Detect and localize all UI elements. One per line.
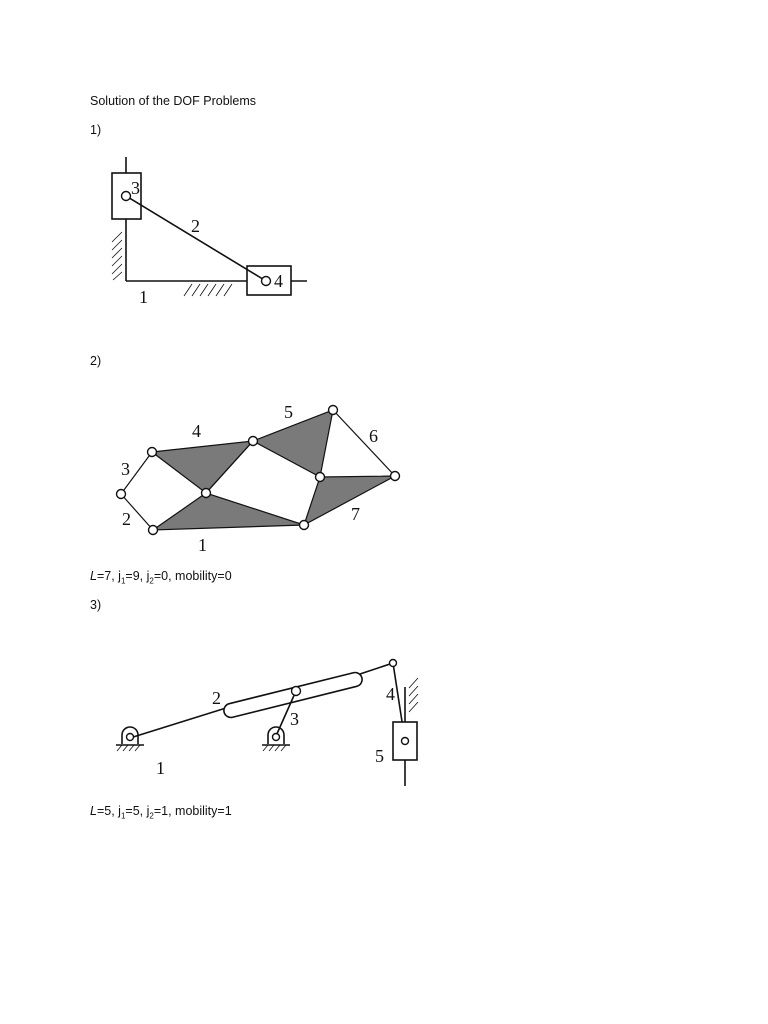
p2-label-5: 5 xyxy=(284,402,293,422)
problem-2-result: L=7, $j_1=9$, $j_2=0$, mobility=0 xyxy=(90,569,232,586)
problem-2-number: 2) xyxy=(90,354,102,368)
mechanism-2 xyxy=(117,402,400,555)
mechanism-1 xyxy=(112,157,307,307)
p2-label-6: 6 xyxy=(369,426,378,446)
problem-3-result: L=5, $j_1=5$, $j_2=1$, mobility=1 xyxy=(90,804,232,821)
p2-label-1: 1 xyxy=(198,535,207,555)
p3-label-5: 5 xyxy=(375,746,384,766)
p2-label-4: 4 xyxy=(192,421,201,441)
p1-label-1: 1 xyxy=(139,287,148,307)
p1-label-3: 3 xyxy=(131,178,140,198)
p2-label-7: 7 xyxy=(351,504,360,524)
p3-label-2: 2 xyxy=(212,688,221,708)
problem-3-number: 3) xyxy=(90,598,102,612)
p2-label-3: 3 xyxy=(121,459,130,479)
mechanism-3 xyxy=(116,660,418,787)
page-title: Solution of the DOF Problems xyxy=(90,94,257,108)
p2-label-2: 2 xyxy=(122,509,131,529)
problem-1-number: 1) xyxy=(90,123,102,137)
p3-label-1: 1 xyxy=(156,758,165,778)
p1-label-4: 4 xyxy=(274,271,283,291)
p3-label-3: 3 xyxy=(290,709,299,729)
p1-label-2: 2 xyxy=(191,216,200,236)
p3-label-4: 4 xyxy=(386,684,395,704)
